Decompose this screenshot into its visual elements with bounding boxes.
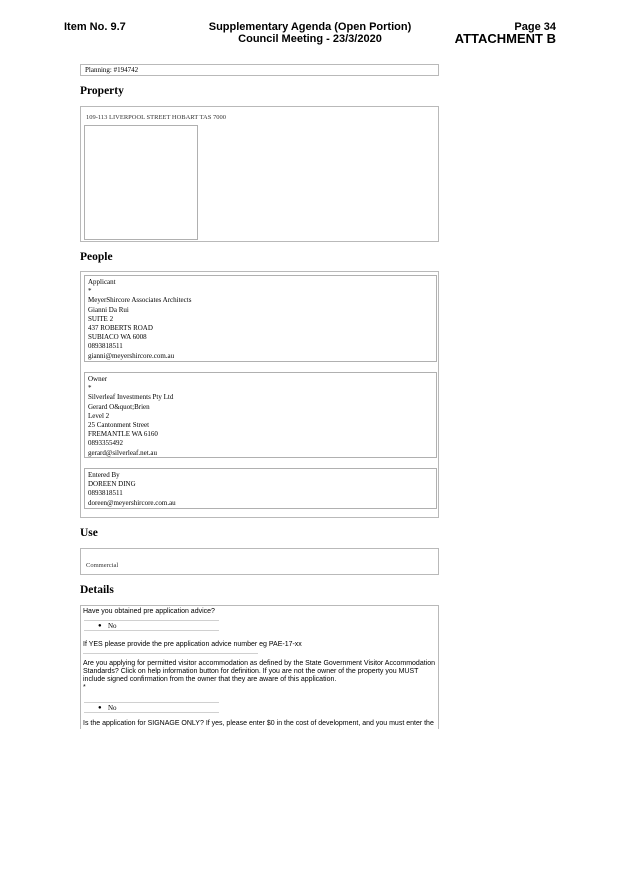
visitor-accommodation-answer: [84, 702, 219, 713]
applicant-address-2: 437 ROBERTS ROAD: [88, 324, 153, 333]
planning-reference-text: Planning: #194742: [85, 66, 139, 74]
details-panel: [80, 605, 439, 729]
applicant-required-marker: *: [88, 287, 92, 296]
owner-address-3: FREMANTLE WA 6160: [88, 430, 158, 439]
page-number: Page 34: [514, 21, 556, 33]
property-map-image: [84, 125, 198, 240]
applicant-contact: Gianni Da Rui: [88, 305, 129, 314]
meeting-date: Council Meeting - 23/3/2020: [238, 33, 382, 45]
details-heading: Details: [80, 584, 114, 596]
pre-application-number-prompt: If YES please provide the pre application advice number eg PAE-17-xx: [83, 641, 302, 648]
owner-email: gerard@silverleaf.net.au: [88, 448, 158, 457]
applicant-role: Applicant: [88, 278, 116, 286]
owner-phone: 0893355492: [88, 439, 123, 448]
use-value: Commercial: [86, 562, 119, 569]
owner-company: Silverleaf Investments Pty Ltd: [88, 393, 174, 402]
item-number: Item No. 9.7: [64, 21, 126, 33]
people-panel: [80, 271, 439, 518]
bullet-icon: ●: [98, 623, 102, 629]
use-panel: [80, 548, 439, 575]
applicant-company: MeyerShircore Associates Architects: [88, 296, 192, 305]
entered-by-role: Entered By: [88, 471, 120, 479]
use-heading: Use: [80, 527, 98, 539]
owner-card: [84, 372, 437, 458]
entered-by-name: DOREEN DING: [88, 480, 136, 489]
property-address: 109-113 LIVERPOOL STREET HOBART TAS 7000: [86, 114, 226, 121]
pre-application-answer: [84, 620, 219, 631]
planning-reference: [80, 64, 439, 76]
owner-contact: Gerard O&quot;Brien: [88, 402, 150, 411]
property-heading: Property: [80, 85, 124, 97]
property-panel: [80, 106, 439, 242]
applicant-email: gianni@meyershircore.com.au: [88, 351, 175, 360]
entered-by-phone: 0893818511: [88, 489, 123, 498]
divider: [83, 653, 258, 654]
attachment-label: ATTACHMENT B: [454, 31, 556, 46]
owner-role: Owner: [88, 375, 108, 383]
pre-application-question: Have you obtained pre application advice?: [83, 608, 215, 615]
visitor-accommodation-question-text: Are you applying for permitted visitor accommodation as defined by the State Government Visitor Accommodation Standards? Click on help information button for definition. If you are not the owner of the property you MUST include signed confirmation from the owner that they are aware of this application.: [83, 660, 435, 683]
bullet-icon: ●: [98, 705, 102, 711]
people-heading: People: [80, 251, 113, 263]
owner-address-1: Level 2: [88, 411, 110, 420]
owner-address-2: 25 Cantonment Street: [88, 421, 150, 430]
applicant-card: [84, 275, 437, 362]
visitor-accommodation-required-marker: *: [83, 684, 86, 691]
entered-by-card: [84, 468, 437, 509]
agenda-title: [180, 21, 440, 45]
entered-by-email: doreen@meyershircore.com.au: [88, 498, 176, 507]
applicant-address-1: SUITE 2: [88, 314, 114, 323]
signage-only-question: Is the application for SIGNAGE ONLY? If yes, please enter $0 in the cost of development, and you must enter the: [83, 720, 434, 727]
visitor-accommodation-question: [83, 660, 435, 692]
applicant-phone: 0893818511: [88, 342, 123, 351]
agenda-title-line: Supplementary Agenda (Open Portion): [208, 21, 412, 33]
applicant-address-3: SUBIACO WA 6008: [88, 333, 147, 342]
pre-application-answer-label: No: [108, 622, 117, 630]
owner-required-marker: *: [88, 384, 92, 393]
visitor-accommodation-answer-label: No: [108, 704, 117, 712]
